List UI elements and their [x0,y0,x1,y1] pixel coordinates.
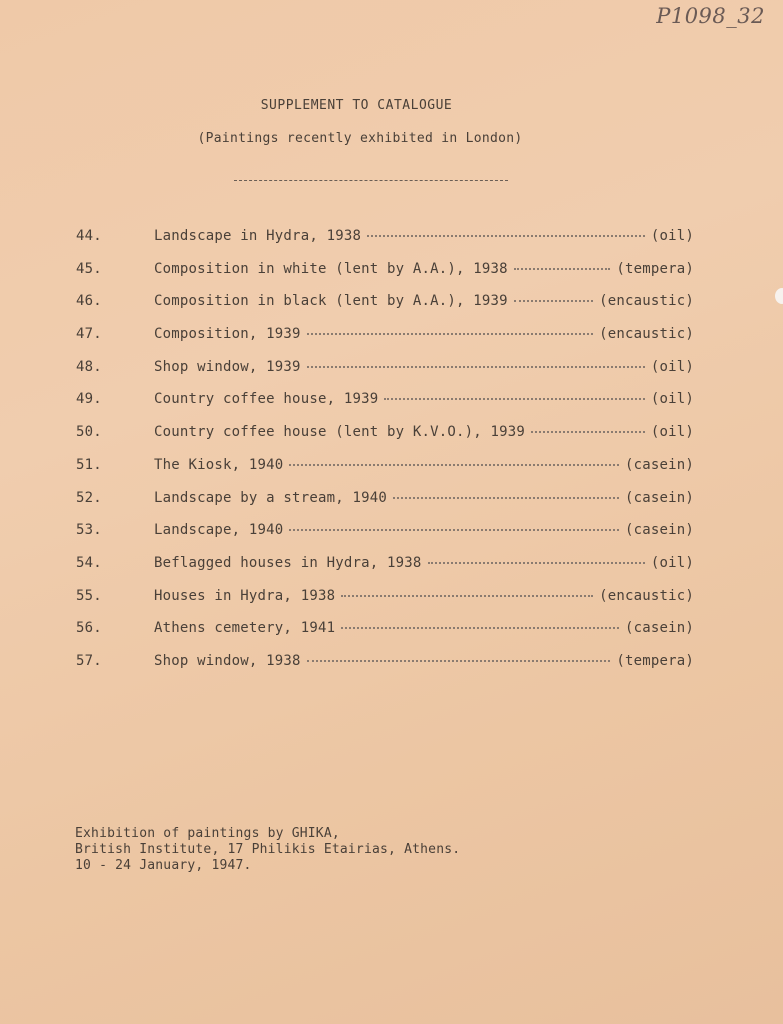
entry-number: 46. [76,293,102,310]
dot-leader [367,235,645,237]
dot-leader [341,627,619,629]
catalogue-entry [76,555,694,588]
entry-line [154,293,694,309]
entry-title: Beflagged houses in Hydra, 1938 [154,554,422,571]
entry-medium: (tempera) [616,652,694,669]
catalogue-entry [76,391,694,424]
entry-medium: (oil) [650,554,694,571]
title-divider [234,180,508,181]
entry-medium: (encaustic) [599,326,694,343]
entry-title: Houses in Hydra, 1938 [154,587,336,604]
entry-title: Athens cemetery, 1941 [154,620,336,637]
dot-leader [341,595,593,597]
catalogue-entry [76,359,694,392]
entry-number: 57. [76,652,102,669]
entry-number: 55. [76,587,102,604]
entry-line [154,261,694,277]
entry-medium: (oil) [650,358,694,375]
entry-number: 47. [76,326,102,343]
document-title: SUPPLEMENT TO CATALOGUE [260,98,453,113]
entry-title: Composition in black (lent by A.A.), 1939 [154,293,508,310]
entry-title: Country coffee house, 1939 [154,391,379,408]
entry-title: The Kiosk, 1940 [154,456,284,473]
catalogue-entry [76,457,694,490]
dot-leader [307,333,593,335]
entry-number: 51. [76,456,102,473]
exhibition-footer [75,826,460,874]
entry-title: Landscape in Hydra, 1938 [154,228,362,244]
dot-leader [307,660,611,662]
entry-title: Composition in white (lent by A.A.), 1938 [154,260,508,277]
dot-leader [428,562,645,564]
entry-medium: (encaustic) [599,587,694,604]
catalogue-entry [76,228,694,261]
entry-medium: (oil) [650,424,694,441]
entry-line [154,391,694,407]
entry-number: 45. [76,260,102,277]
catalogue-entry [76,424,694,457]
entry-line [154,457,694,473]
entry-title: Shop window, 1939 [154,358,301,375]
entry-title: Landscape, 1940 [154,522,284,539]
dot-leader [289,529,619,531]
dot-leader [307,366,645,368]
entry-line [154,653,694,669]
handwritten-reference-number: P1098_32 [656,4,765,28]
entry-line [154,555,694,571]
entry-number: 48. [76,358,102,375]
entry-number: 52. [76,489,102,506]
entry-number: 53. [76,522,102,539]
entry-title: Country coffee house (lent by K.V.O.), 1939 [154,424,526,441]
footer-date-line: 10 - 24 January, 1947. [75,858,252,873]
entry-line [154,620,694,636]
entry-medium: (casein) [624,456,694,473]
entry-line [154,424,694,440]
entry-medium: (casein) [624,620,694,637]
entry-number: 54. [76,554,102,571]
entry-medium: (casein) [624,522,694,539]
catalogue-entry [76,653,694,686]
entry-number: 44. [76,228,102,244]
entry-medium: (encaustic) [599,293,694,310]
dot-leader [531,431,645,433]
catalogue-entry [76,261,694,294]
entry-medium: (tempera) [616,260,694,277]
entry-medium: (oil) [650,228,694,244]
catalogue-entry [76,522,694,555]
catalogue-entry [76,490,694,523]
entry-line [154,490,694,506]
entry-medium: (casein) [624,489,694,506]
dot-leader [289,464,619,466]
entry-number: 49. [76,391,102,408]
catalogue-entry [76,293,694,326]
entry-number: 56. [76,620,102,637]
dot-leader [514,268,611,270]
catalogue-entry [76,620,694,653]
catalogue-entry [76,588,694,621]
entry-line [154,228,694,244]
entry-line [154,588,694,604]
entry-medium: (oil) [650,391,694,408]
entry-line [154,522,694,538]
entry-number: 50. [76,424,102,441]
entry-title: Landscape by a stream, 1940 [154,489,387,506]
entry-title: Composition, 1939 [154,326,301,343]
footer-exhibition-line: Exhibition of paintings by GHIKA, [75,826,340,841]
entry-title: Shop window, 1938 [154,652,301,669]
footer-address-line: British Institute, 17 Philikis Etairias, Athens. [75,842,461,857]
entry-line [154,326,694,342]
document-subtitle: (Paintings recently exhibited in London) [197,131,523,146]
dot-leader [384,398,644,400]
catalogue-entry [76,326,694,359]
paper-hole [775,288,783,304]
dot-leader [393,497,619,499]
dot-leader [514,300,593,302]
catalogue-list [76,228,694,686]
entry-line [154,359,694,375]
